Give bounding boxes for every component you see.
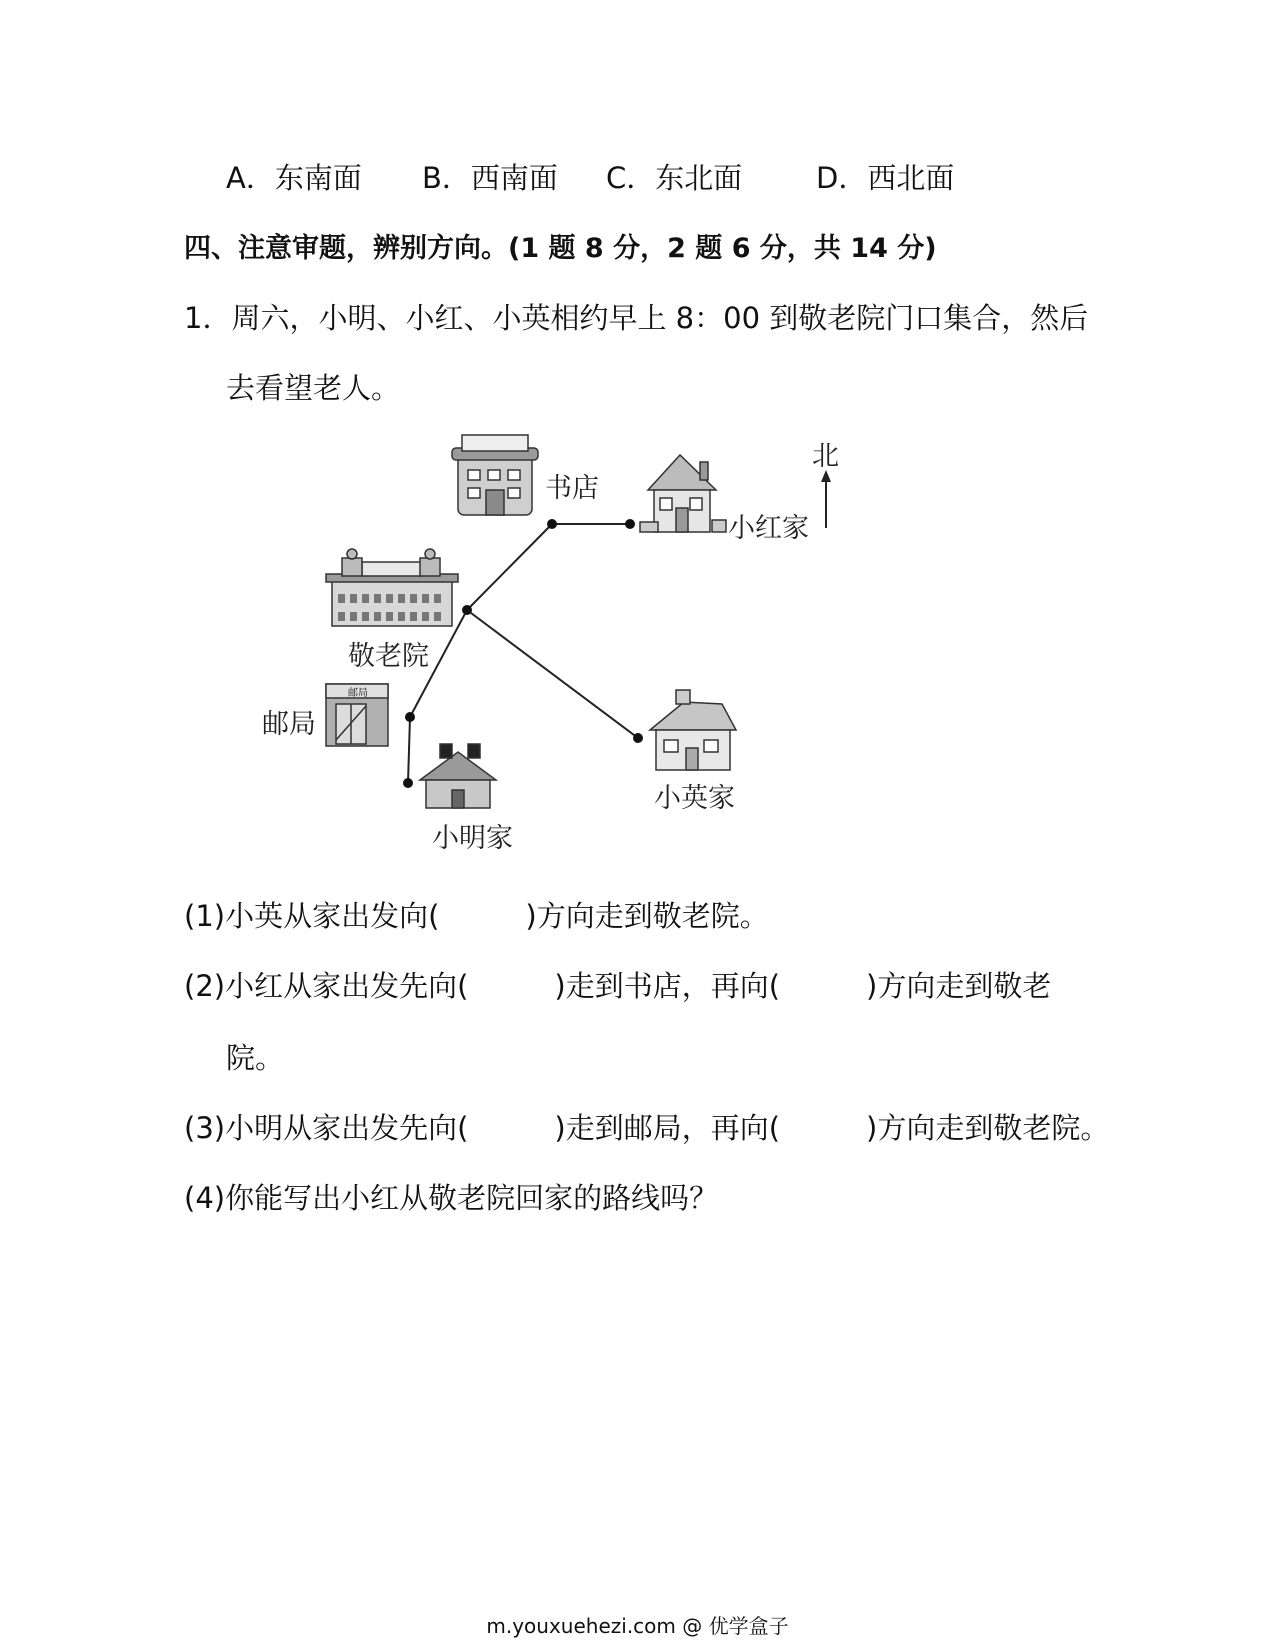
choice-letter: A． [226, 161, 275, 195]
post-office-sign: 邮局 [348, 688, 368, 699]
label-north: 北 [812, 441, 839, 472]
question-1-line-2: 去看望老人。 [226, 371, 401, 405]
subquestion-3-text-c: )方向走到敬老院。 [866, 1111, 1110, 1145]
subquestion-1-text-b: )方向走到敬老院。 [525, 899, 769, 933]
bookstore-icon [452, 435, 538, 515]
xiaoming-house-icon [420, 744, 496, 808]
section-title: 四、注意审题，辨别方向。(1 题 8 分，2 题 6 分，共 14 分) [184, 233, 937, 264]
choice-text: 东南面 [274, 161, 362, 195]
subquestion-3-text-b: )走到邮局，再向( [554, 1111, 781, 1145]
label-post-office: 邮局 [262, 709, 316, 740]
label-nursing-home: 敬老院 [348, 641, 429, 672]
xiaoying-house-icon [650, 690, 736, 770]
subquestion-2-text-c: )方向走到敬老 [866, 969, 1052, 1003]
subquestion-4: (4)你能写出小红从敬老院回家的路线吗？ [184, 1181, 719, 1215]
subquestion-2-text-a: (2)小红从家出发先向( [184, 969, 469, 1003]
choice-letter: B． [422, 161, 471, 195]
footer-watermark: m.youxuehezi.com @ 优学盒子 [486, 1614, 789, 1638]
choice-text: 东北面 [655, 161, 743, 195]
choice-letter: D． [816, 161, 868, 195]
subquestion-3-text-a: (3)小明从家出发先向( [184, 1111, 469, 1145]
label-xiaohong-home: 小红家 [728, 513, 809, 544]
label-xiaoying-home: 小英家 [654, 783, 735, 814]
subquestion-3 [184, 1106, 1109, 1147]
nursing-home-icon [326, 549, 458, 626]
subquestion-1-text-a: (1)小英从家出发向( [184, 899, 440, 933]
north-arrow-icon [821, 470, 831, 528]
subquestion-2 [184, 964, 1051, 1005]
subquestion-1 [184, 894, 769, 935]
choice-text: 西南面 [470, 161, 558, 195]
route-nursing-xiaoying [467, 610, 638, 738]
subquestion-2-text-b: )走到书店，再向( [554, 969, 781, 1003]
route-bookstore-nursing [467, 524, 552, 610]
choice-letter: C． [606, 161, 656, 195]
route-post-xiaoming [408, 717, 410, 783]
label-bookstore: 书店 [545, 473, 599, 504]
xiaohong-house-icon [640, 455, 726, 532]
choice-text: 西北面 [867, 161, 955, 195]
question-1-line-1: 1．周六，小明、小红、小英相约早上 8：00 到敬老院门口集合，然后 [184, 301, 1089, 335]
subquestion-2-continued: 院。 [226, 1041, 285, 1075]
label-xiaoming-home: 小明家 [432, 823, 513, 854]
